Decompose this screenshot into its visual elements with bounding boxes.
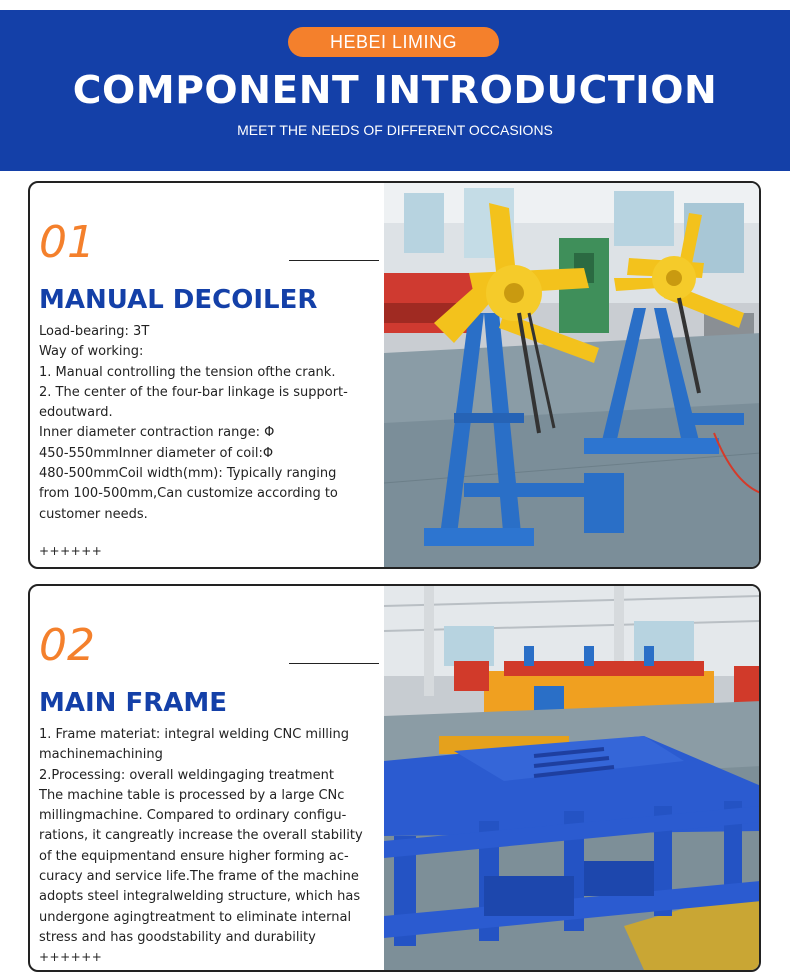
manual-decoiler-photo	[384, 183, 761, 567]
section-description	[39, 725, 371, 948]
main-frame-photo	[384, 586, 761, 970]
section-description	[39, 322, 371, 525]
page-title: COMPONENT INTRODUCTION	[72, 68, 718, 112]
description-line: 480-500mmCoil width(mm): Typically ranging	[39, 466, 337, 482]
description-line: undergone agingtreatment to eliminate internal	[39, 909, 352, 925]
section-title: MANUAL DECOILER	[39, 285, 318, 315]
description-line: curacy and service life.The frame of the machine	[39, 869, 359, 885]
description-line: 1. Frame materiat: integral welding CNC milling	[39, 727, 350, 742]
description-line: 2.Processing: overall weldingaging treatment	[39, 767, 334, 783]
header-banner	[0, 10, 790, 171]
section-footer-marks: ++++++	[39, 544, 103, 558]
section-divider	[289, 260, 379, 261]
section-footer-marks: ++++++	[39, 950, 103, 964]
description-line: stress and has goodstability and durability	[39, 929, 316, 945]
section-title: MAIN FRAME	[39, 688, 228, 718]
description-line: Way of working:	[39, 344, 144, 360]
section-number: 02	[39, 620, 95, 671]
description-line: 450-550mmInner diameter of coil:Φ	[39, 445, 274, 461]
description-line: customer needs.	[39, 506, 148, 522]
section-divider	[289, 663, 379, 664]
description-line: The machine table is processed by a large CNc	[39, 787, 345, 803]
description-line: from 100-500mm,Can customize according to	[39, 486, 338, 502]
description-line: rations, it cangreatly increase the overall stability	[39, 828, 363, 844]
description-line: Load-bearing: 3T	[39, 324, 150, 339]
description-line: edoutward.	[39, 405, 113, 421]
description-line: of the equipmentand ensure higher forming ac-	[39, 848, 349, 864]
brand-badge: HEBEI LIMING	[288, 27, 499, 57]
description-line: machinemachining	[39, 747, 163, 763]
component-card-decoiler	[28, 181, 761, 569]
description-line: 2. The center of the four-bar linkage is support-	[39, 384, 348, 400]
description-line: 1. Manual controlling the tension ofthe crank.	[39, 364, 336, 380]
component-card-main-frame	[28, 584, 761, 972]
description-line: Inner diameter contraction range: Φ	[39, 425, 275, 441]
description-line: adopts steel integralwelding structure, which has	[39, 889, 361, 905]
description-line: millingmachine. Compared to ordinary configu-	[39, 808, 347, 824]
section-number: 01	[39, 217, 95, 268]
page-subtitle: MEET THE NEEDS OF DIFFERENT OCCASIONS	[237, 122, 553, 138]
